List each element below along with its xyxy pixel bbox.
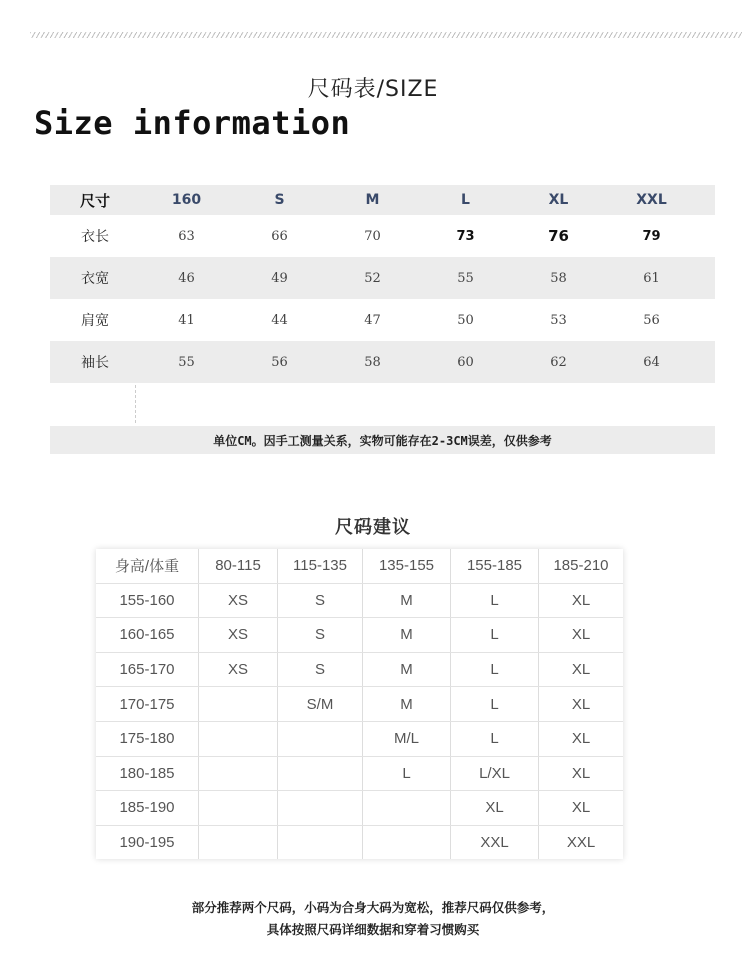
table-cell: 66	[271, 228, 288, 244]
row-label: 肩宽	[81, 313, 109, 329]
header-cell: 185-210	[539, 549, 624, 583]
header-cell: 尺寸	[79, 191, 110, 210]
table-row	[96, 583, 623, 618]
table-cell	[278, 721, 363, 756]
table-cell: L	[451, 687, 539, 722]
table-cell	[199, 687, 278, 722]
header-cell: XL	[548, 192, 569, 208]
table-cell: XL	[539, 652, 624, 687]
table-cell: XL	[539, 618, 624, 653]
table-cell: 62	[550, 354, 567, 370]
table-cell: 160-165	[96, 618, 199, 653]
table-cell	[199, 791, 278, 826]
table-cell: L	[451, 583, 539, 618]
table-cell: 64	[643, 354, 660, 370]
table-cell: 41	[178, 312, 195, 328]
table-cell: 185-190	[96, 791, 199, 826]
table-cell: 55	[178, 354, 195, 370]
table-cell: 190-195	[119, 834, 175, 852]
table-cell: L	[363, 756, 451, 791]
header-cell: XXL	[636, 192, 667, 208]
table-cell: 175-180	[96, 721, 199, 756]
table-cell: XL	[539, 756, 624, 791]
footer-line: 具体按照尺码详细数据和穿着习惯购买	[266, 922, 480, 937]
table-cell: 44	[271, 312, 288, 328]
footer-line: 部分推荐两个尺码，小码为合身大码为宽松，推荐尺码仅供参考，	[191, 900, 555, 915]
table-cell: XS	[199, 583, 278, 618]
table-cell: XL	[539, 791, 624, 826]
table-cell: XL	[539, 721, 624, 756]
table-cell: 170-175	[96, 687, 199, 722]
table-cell: XS	[199, 618, 278, 653]
header-cell: 135-155	[363, 549, 451, 583]
table-cell: S	[278, 583, 363, 618]
row-label: 衣长	[81, 229, 109, 245]
table-cell: S/M	[278, 687, 363, 722]
table-cell: 53	[550, 312, 567, 328]
table-cell: 61	[643, 270, 660, 286]
table-cell: 49	[271, 270, 288, 286]
table-cell: M	[363, 687, 451, 722]
table-cell: M	[363, 652, 451, 687]
table-cell: 70	[364, 228, 381, 244]
measurement-row	[50, 257, 715, 299]
table-cell: 73	[456, 228, 475, 244]
table-cell: L	[451, 721, 539, 756]
table-row	[96, 756, 623, 791]
table-cell: XXL	[539, 825, 624, 859]
table-row	[96, 652, 623, 687]
divider	[135, 385, 136, 423]
table-cell: L/XL	[451, 756, 539, 791]
table-cell: M	[363, 583, 451, 618]
suggestion-title: 尺码建议	[335, 517, 411, 538]
table-cell: 165-170	[96, 652, 199, 687]
header-cell: 身高/体重	[96, 549, 199, 583]
table-cell: 56	[643, 312, 660, 328]
table-cell: L	[451, 618, 539, 653]
measurement-row	[50, 299, 715, 341]
measurement-row	[50, 215, 715, 257]
section-heading: Size information	[34, 104, 351, 142]
table-cell: 47	[364, 312, 381, 328]
table-row	[96, 825, 623, 859]
table-cell: 55	[457, 270, 474, 286]
table-cell: XL	[539, 583, 624, 618]
table-cell	[199, 825, 278, 859]
table-cell	[278, 756, 363, 791]
table-cell	[278, 791, 363, 826]
header-cell: 115-135	[278, 549, 363, 583]
size-suggestion-table	[96, 549, 623, 859]
table-cell: M	[363, 618, 451, 653]
table-cell	[363, 791, 451, 826]
header-cell: 80-115	[199, 549, 278, 583]
table-cell: M/L	[363, 721, 451, 756]
table-cell: 58	[364, 354, 381, 370]
table-cell: 56	[271, 354, 288, 370]
suggestion-header-row	[96, 549, 623, 583]
table-cell	[278, 825, 363, 859]
footer-note	[0, 897, 746, 941]
page-title: 尺码表/SIZE	[307, 77, 439, 102]
table-cell: 46	[178, 270, 195, 286]
decorative-stripe	[30, 32, 742, 38]
table-cell: XL	[451, 791, 539, 826]
table-cell: 52	[364, 270, 381, 286]
header-cell: 155-185	[451, 549, 539, 583]
table-row	[96, 721, 623, 756]
table-cell: L	[451, 652, 539, 687]
table-cell: S	[278, 618, 363, 653]
table-cell: 180-185	[96, 756, 199, 791]
measurement-row	[50, 341, 715, 383]
table-cell: XL	[539, 687, 624, 722]
table-row	[96, 791, 623, 826]
table-cell	[363, 825, 451, 859]
table-cell: 50	[457, 312, 474, 328]
table-cell: XXL	[451, 825, 539, 859]
table-cell: XS	[199, 652, 278, 687]
table-cell: S	[278, 652, 363, 687]
table-cell: 58	[550, 270, 567, 286]
measurement-header-row	[50, 185, 715, 215]
measurement-table	[50, 185, 715, 383]
header-cell: 160	[171, 192, 202, 208]
table-cell	[199, 721, 278, 756]
table-cell: 76	[548, 227, 569, 245]
table-cell	[199, 756, 278, 791]
row-label: 衣宽	[81, 271, 109, 287]
table-cell: 155-160	[96, 583, 199, 618]
table-cell: 79	[642, 228, 661, 244]
table-row	[96, 618, 623, 653]
header-cell: M	[365, 192, 380, 208]
header-cell: S	[274, 192, 285, 208]
table-row	[96, 687, 623, 722]
table-cell: 60	[457, 354, 474, 370]
header-cell: L	[461, 192, 470, 208]
measurement-note: 单位CM。因手工测量关系，实物可能存在2-3CM误差，仅供参考	[50, 426, 715, 454]
row-label: 袖长	[81, 355, 109, 371]
table-cell: 63	[178, 228, 195, 244]
